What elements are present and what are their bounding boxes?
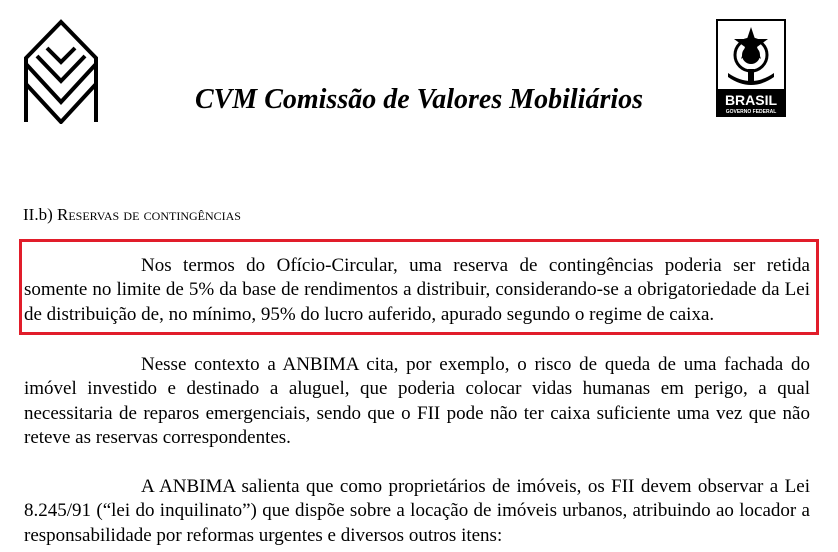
brasil-logo-text: BRASIL [724, 92, 778, 108]
section-title: Reservas de contingências [56, 205, 241, 224]
paragraph-anbima-context: Nesse contexto a ANBIMA cita, por exemplo, o risco de queda de uma fachada do imóvel investido e destinado a aluguel, que poderia colocar vidas humanas em perigo, a qual necessitaria de reparos emergenciais, sendo que o FII pode não ter caixa suficiente uma vez que não reteve as reservas correspondentes. [24, 354, 810, 449]
section-heading [23, 205, 241, 225]
paragraph-anbima-lei: A ANBIMA salienta que como proprietários de imóveis, os FII devem observar a Lei 8.245/91 (“lei do inquilinato”) que dispõe sobre a locação de imóveis urbanos, atribuindo ao locador a responsabilidade por reformas urgentes e diversos outros itens: [24, 476, 810, 546]
paragraph-highlighted: Nos termos do Ofício-Circular, uma reserva de contingências poderia ser retida somente no limite de 5% da base de rendimentos a distribuir, considerando-se a obrigatoriedade da Lei de distribuição de, no mínimo, 95% do lucro auferido, apurado segundo o regime de caixa. [24, 255, 810, 325]
governo-federal-logo-text: GOVERNO FEDERAL [725, 109, 777, 115]
section-number: II.b) [23, 205, 53, 224]
page-title: CVM Comissão de Valores Mobiliários [194, 84, 644, 115]
